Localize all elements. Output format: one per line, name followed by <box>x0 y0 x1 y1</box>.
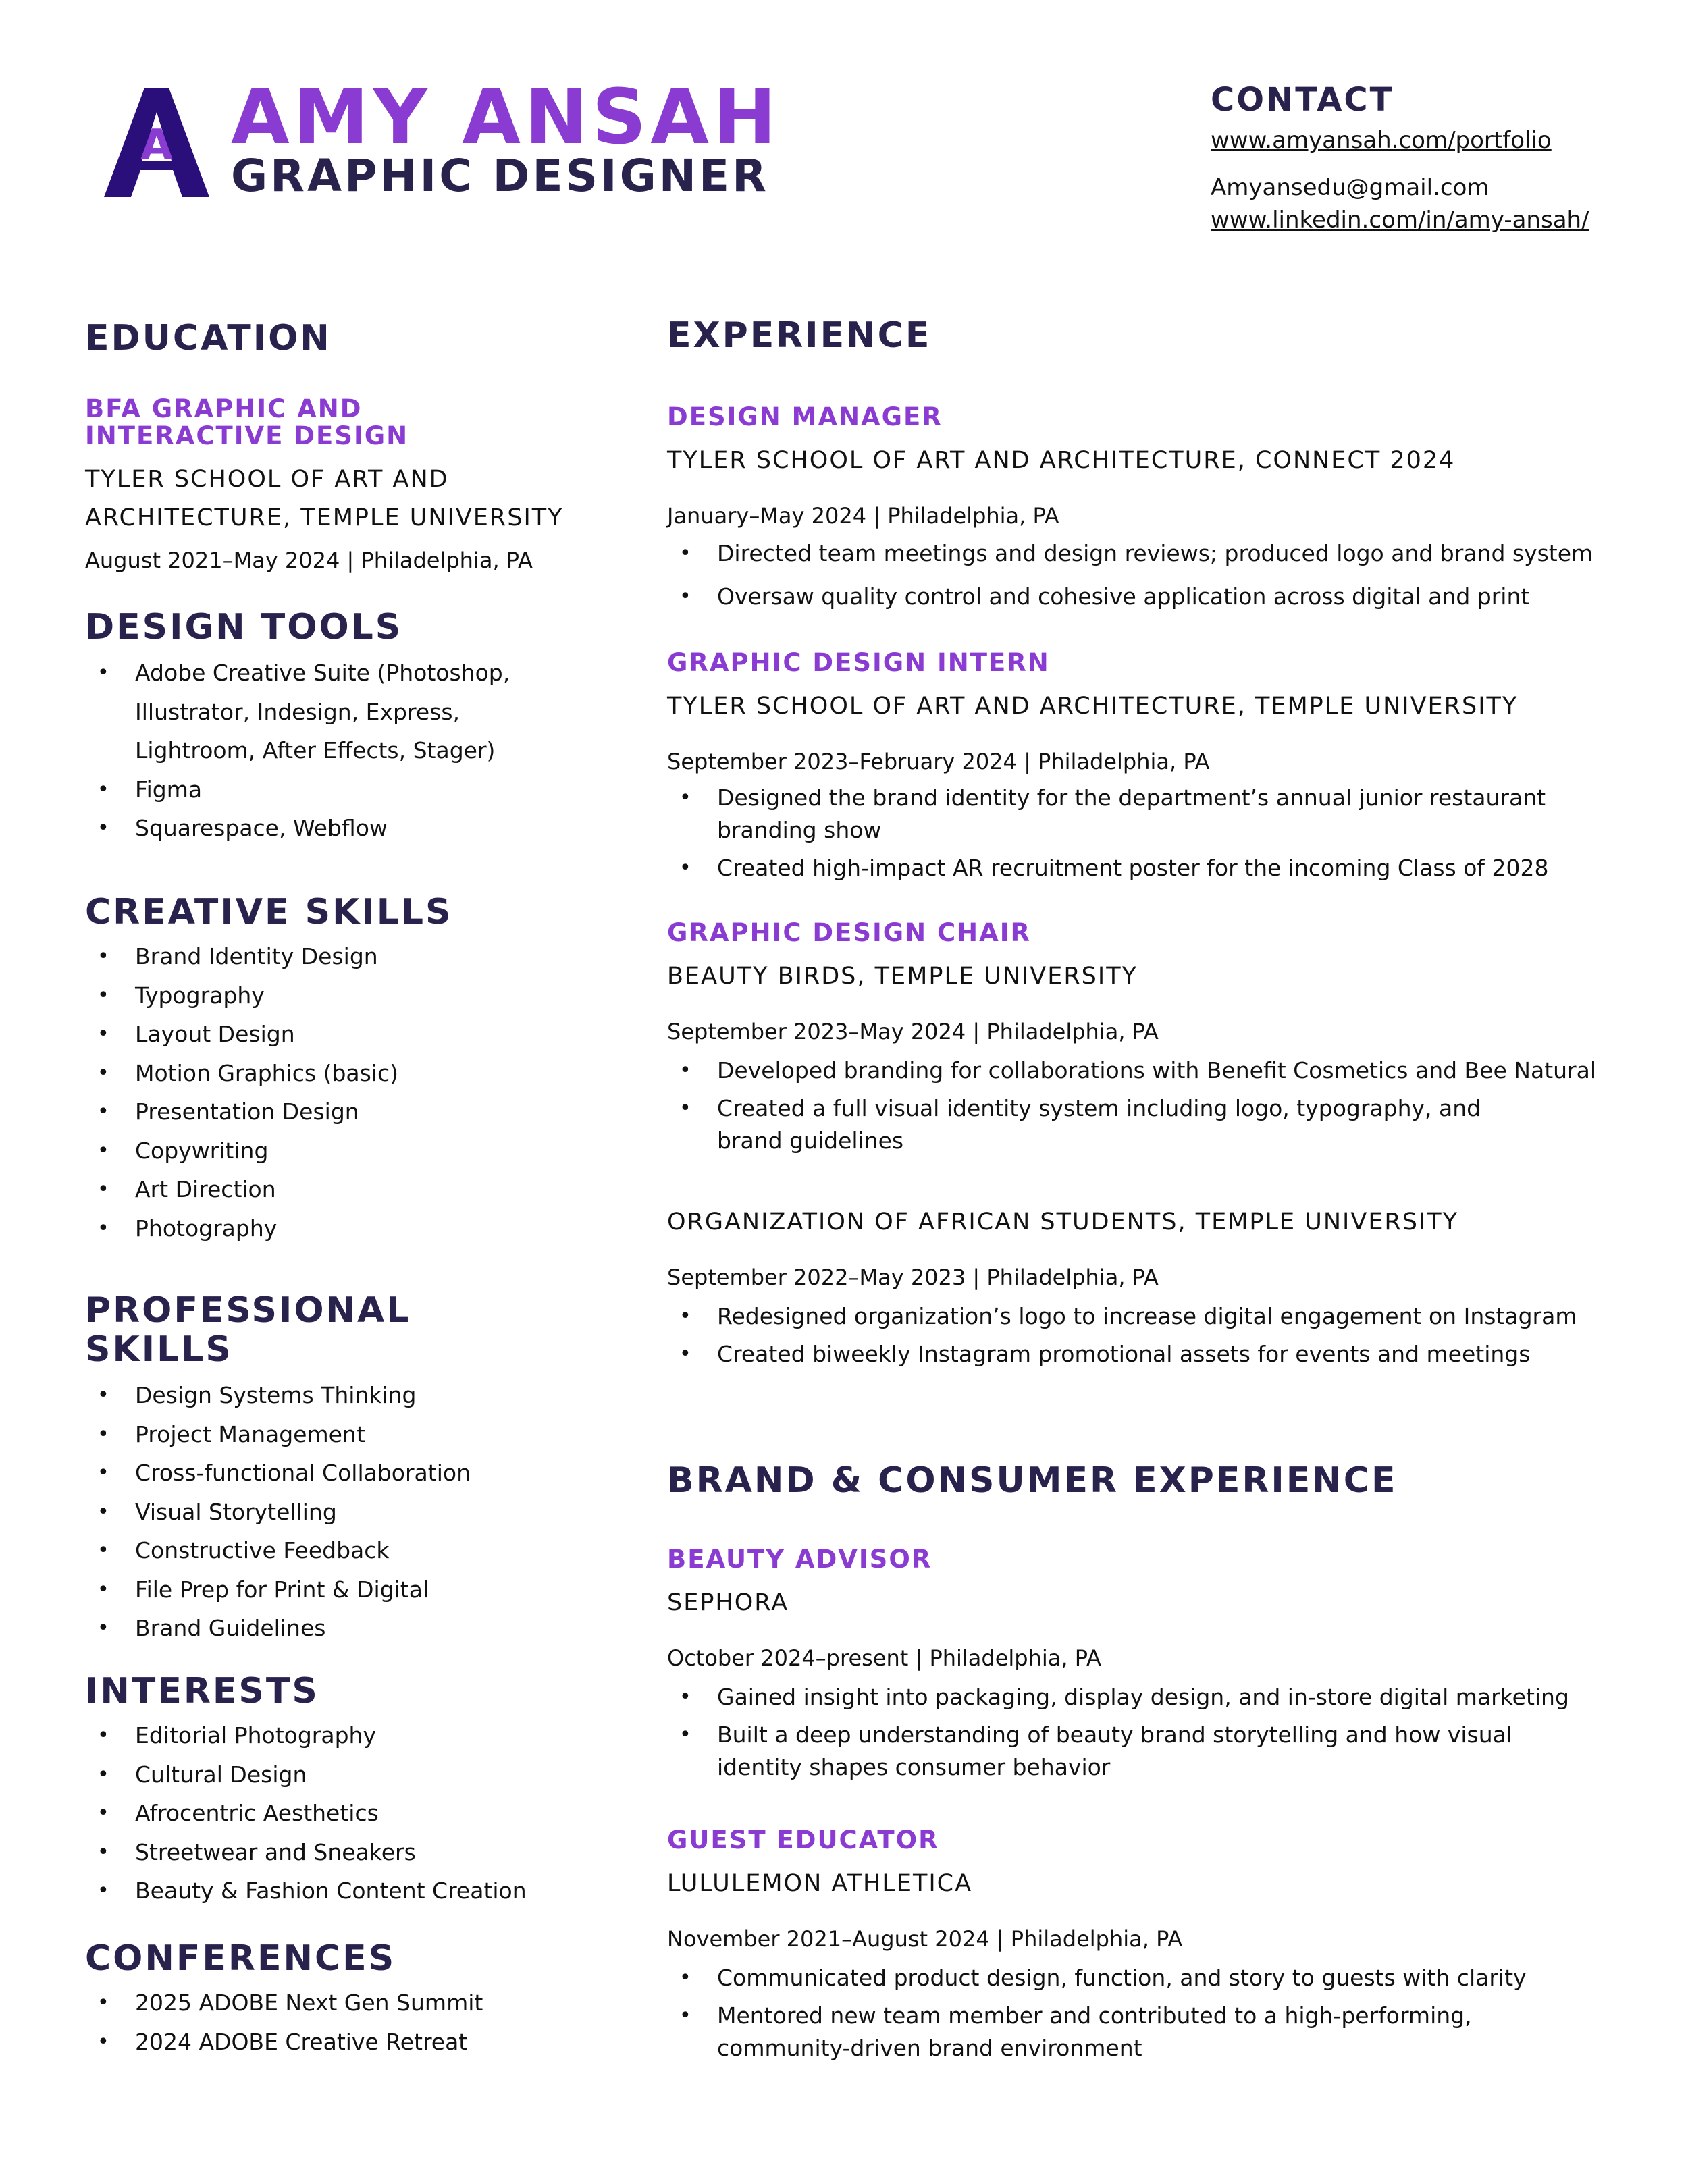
contact-block <box>1211 81 1656 236</box>
list-item: • Layout Design <box>85 1015 398 1054</box>
design-tools-heading: DESIGN TOOLS <box>85 607 403 647</box>
list-item: • Created biweekly Instagram promotional assets for events and meetings <box>667 1338 1688 1370</box>
job-title: GUEST EDUCATOR <box>667 1826 939 1855</box>
list-item: • Motion Graphics (basic) <box>85 1054 398 1093</box>
heading-line-1: PROFESSIONAL <box>85 1290 411 1331</box>
list-item: • Communicated product design, function, and story to guests with clarity <box>667 1962 1552 1994</box>
portfolio-link[interactable]: www.amyansah.com/portfolio <box>1211 127 1552 154</box>
job-organization: BEAUTY BIRDS, TEMPLE UNIVERSITY <box>667 963 1138 990</box>
list-item: • Design Systems Thinking <box>85 1376 471 1415</box>
list-item: • Directed team meetings and design reviews; produced logo and brand system <box>667 537 1688 570</box>
experience-heading: EXPERIENCE <box>667 315 932 356</box>
list-item-continuation: Illustrator, Indesign, Express, <box>135 698 460 725</box>
list-item: • Brand Guidelines <box>85 1609 471 1648</box>
list-item: • Art Direction <box>85 1170 398 1209</box>
candidate-name: AMY ANSAH <box>231 74 781 161</box>
job-title: GRAPHIC DESIGN CHAIR <box>667 918 1032 947</box>
list-item: • Cross-functional Collaboration <box>85 1454 471 1493</box>
degree-line-2: INTERACTIVE DESIGN <box>85 421 409 450</box>
list-item: • Redesigned organization’s logo to increase digital engagement on Instagram <box>667 1300 1688 1333</box>
list-item: • Project Management <box>85 1415 471 1454</box>
list-item: • Photography <box>85 1209 398 1248</box>
job-organization: TYLER SCHOOL OF ART AND ARCHITECTURE, TEMPLE UNIVERSITY <box>667 693 1519 720</box>
job-bullets <box>667 1681 1569 1789</box>
contact-email: Amyansedu@gmail.com <box>1211 174 1489 201</box>
professional-skills-list <box>85 1376 471 1648</box>
logo-letter: A <box>140 120 173 169</box>
school-line-1: TYLER SCHOOL OF ART AND <box>85 466 449 493</box>
job-bullets <box>667 537 1688 618</box>
degree-title <box>85 396 408 450</box>
education-school <box>85 460 564 537</box>
job-organization: ORGANIZATION OF AFRICAN STUDENTS, TEMPLE UNIVERSITY <box>667 1208 1459 1235</box>
list-item: • Beauty & Fashion Content Creation <box>85 1871 527 1911</box>
job-bullets <box>667 1300 1688 1376</box>
creative-skills-heading: CREATIVE SKILLS <box>85 892 453 932</box>
conferences-list <box>85 1983 483 2061</box>
list-item: • Visual Storytelling <box>85 1493 471 1532</box>
list-item: • Figma <box>85 770 510 809</box>
creative-skills-list <box>85 937 398 1248</box>
list-item: • Constructive Feedback <box>85 1531 471 1570</box>
list-item-continuation: Lightroom, After Effects, Stager) <box>135 737 496 764</box>
interests-list <box>85 1716 527 1911</box>
design-tools-list <box>85 654 510 848</box>
professional-skills-heading <box>85 1291 411 1369</box>
list-item: • Created high-impact AR recruitment poster for the incoming Class of 2028 <box>667 852 1572 884</box>
linkedin-link[interactable]: www.linkedin.com/in/amy-ansah/ <box>1211 207 1589 234</box>
logo-mark <box>103 85 211 200</box>
list-item: • Afrocentric Aesthetics <box>85 1794 527 1833</box>
job-dates: September 2023–May 2024 | Philadelphia, PA <box>667 1019 1159 1044</box>
job-dates: September 2023–February 2024 | Philadelphia, PA <box>667 749 1210 774</box>
list-item: • Created a full visual identity system including logo, typography, and brand guidelines <box>667 1092 1545 1157</box>
list-item: • Designed the brand identity for the department’s annual junior restaurant branding show <box>667 782 1572 847</box>
list-item: • Mentored new team member and contributed to a high-performing, community-driven brand environment <box>667 2000 1552 2065</box>
brand-experience-heading: BRAND & CONSUMER EXPERIENCE <box>667 1460 1398 1501</box>
list-item: • Gained insight into packaging, display design, and in-store digital marketing <box>667 1681 1552 1713</box>
list-item: • File Prep for Print & Digital <box>85 1570 471 1609</box>
list-item: • Typography <box>85 976 398 1015</box>
job-dates: October 2024–present | Philadelphia, PA <box>667 1645 1101 1671</box>
job-bullets <box>667 1962 1552 2070</box>
list-item: • Brand Identity Design <box>85 937 398 976</box>
list-item: • Editorial Photography <box>85 1716 527 1755</box>
interests-heading: INTERESTS <box>85 1671 319 1711</box>
job-title: GRAPHIC DESIGN INTERN <box>667 648 1050 677</box>
degree-line-1: BFA GRAPHIC AND <box>85 394 363 423</box>
job-title: BEAUTY ADVISOR <box>667 1545 932 1574</box>
job-dates: November 2021–August 2024 | Philadelphia, PA <box>667 1926 1183 1952</box>
list-item: • Streetwear and Sneakers <box>85 1833 527 1872</box>
job-organization: SEPHORA <box>667 1589 789 1616</box>
job-bullets <box>667 782 1572 890</box>
job-dates: September 2022–May 2023 | Philadelphia, PA <box>667 1264 1159 1290</box>
list-item: • Adobe Creative Suite (Photoshop, <box>85 654 510 693</box>
job-title: DESIGN MANAGER <box>667 402 943 431</box>
contact-heading: CONTACT <box>1211 81 1394 119</box>
job-bullets <box>667 1055 1597 1163</box>
list-item: • 2024 ADOBE Creative Retreat <box>85 2023 483 2062</box>
list-item: • Squarespace, Webflow <box>85 809 510 848</box>
job-dates: January–May 2024 | Philadelphia, PA <box>667 503 1059 529</box>
conferences-heading: CONFERENCES <box>85 1938 396 1979</box>
list-item: • Oversaw quality control and cohesive application across digital and print <box>667 581 1688 613</box>
school-line-2: ARCHITECTURE, TEMPLE UNIVERSITY <box>85 504 564 531</box>
list-item: • Cultural Design <box>85 1755 527 1794</box>
heading-line-2: SKILLS <box>85 1329 233 1370</box>
job-organization: TYLER SCHOOL OF ART AND ARCHITECTURE, CONNECT 2024 <box>667 447 1456 474</box>
list-item: • Presentation Design <box>85 1092 398 1131</box>
candidate-role: GRAPHIC DESIGNER <box>231 150 769 202</box>
list-item: • Built a deep understanding of beauty brand storytelling and how visual identity shapes consumer behavior <box>667 1719 1552 1784</box>
list-item: • Copywriting <box>85 1131 398 1171</box>
job-organization: LULULEMON ATHLETICA <box>667 1870 973 1897</box>
education-dates: August 2021–May 2024 | Philadelphia, PA <box>85 548 533 573</box>
list-item: • Developed branding for collaborations with Benefit Cosmetics and Bee Natural <box>667 1055 1545 1087</box>
list-item: • 2025 ADOBE Next Gen Summit <box>85 1983 483 2023</box>
education-heading: EDUCATION <box>85 318 332 358</box>
